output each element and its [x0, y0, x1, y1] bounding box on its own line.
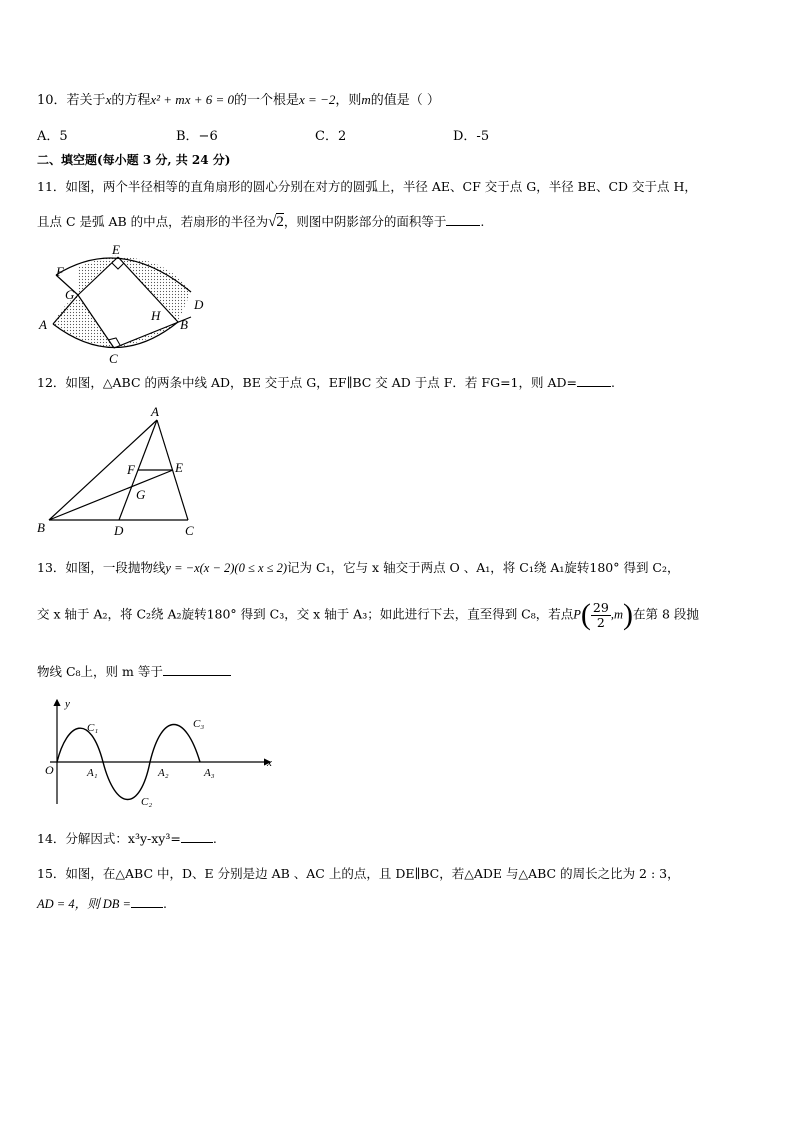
q10-option-b: B．−6	[176, 129, 218, 144]
q14-answer-blank	[181, 830, 213, 843]
q12-answer-blank	[577, 374, 611, 387]
q13-label-a3: A₃	[204, 767, 215, 779]
q11-line2: 且点 C 是弧 AB 的中点，若扇形的半径为√2，则图中阴影部分的面积等于 .	[37, 214, 485, 230]
q13-label-y: y	[65, 698, 70, 710]
q12-label-g: G	[136, 487, 146, 502]
q12-stem: 12．如图，△ABC 的两条中线 AD，BE 交于点 G，EF∥BC 交 AD 于点 F．若 FG=1，则 AD= .	[37, 375, 615, 390]
q15-answer-blank	[131, 895, 163, 908]
q10-option-a: A．5	[37, 129, 68, 144]
q11-figure	[36, 242, 211, 367]
q10-stem: 10．若关于x的方程x² + mx + 6 = 0的一个根是x = −2，则m的值是（ ）	[37, 92, 440, 108]
q12-label-d: D	[114, 523, 124, 538]
q14-stem: 14．分解因式：x³y-xy³= .	[37, 831, 217, 846]
q13-label-c3: C₃	[193, 718, 205, 730]
q12-label-f: F	[127, 462, 135, 477]
q13-label-c2: C₂	[141, 796, 153, 808]
q13-fraction: $\frac{29}{2}$	[592, 599, 609, 630]
q13-figure	[40, 692, 280, 812]
q12-figure	[34, 402, 204, 539]
q12-label-c: C	[185, 523, 194, 538]
q13-label-c1: C₁	[87, 722, 99, 734]
q11-label-g: G	[65, 287, 75, 302]
q11-label-c: C	[109, 351, 118, 366]
q11-label-e: E	[112, 242, 120, 257]
q12-label-a: A	[151, 404, 159, 419]
q10-option-c: C．2	[315, 129, 347, 144]
q13-label-a1: A₁	[87, 767, 98, 779]
q10-option-d: D．-5	[453, 129, 490, 144]
q13-line3: 物线 C₈上，则 m 等于	[37, 662, 231, 680]
q11-label-a: A	[39, 317, 47, 332]
q12-median-be	[49, 470, 173, 520]
q13-line1: 13．如图，一段抛物线y = −x(x − 2)(0 ≤ x ≤ 2)记为 C₁，它与 x 轴交于两点 O 、A₁，将 C₁绕 A₁旋转180° 得到 C₂，	[37, 560, 680, 575]
q11-right-angle-e	[112, 263, 124, 269]
q11-line1: 11．如图，两个半径相等的直角扇形的圆心分别在对方的圆弧上，半径 AE、CF 交于点 G，半径 BE、CD 交于点 H，	[37, 179, 697, 194]
q15-line2: AD = 4，则 DB = .	[37, 896, 167, 911]
q12-label-e: E	[175, 460, 183, 475]
q11-label-h: H	[151, 308, 161, 323]
q12-label-b: B	[37, 520, 45, 535]
section-heading: 二、填空题(每小题 3 分, 共 24 分)	[37, 153, 231, 167]
q13-label-x: x	[267, 757, 272, 769]
q11-answer-blank	[446, 213, 480, 226]
q15-line1: 15．如图，在△ABC 中，D、E 分别是边 AB 、AC 上的点，且 DE∥BC，若△ADE 与△ABC 的周长之比为 2 : 3，	[37, 866, 680, 881]
q13-answer-blank	[163, 663, 231, 676]
q11-label-b: B	[180, 317, 188, 332]
q13-label-o: O	[45, 763, 54, 777]
q13-label-a2: A₂	[158, 767, 169, 779]
q11-label-f: F	[56, 264, 64, 279]
q11-label-d: D	[194, 297, 204, 312]
q13-line2: 交 x 轴于 A₂，将 C₂绕 A₂旋转180° 得到 C₃，交 x 轴于 A₃；如此进行下去，直至得到 C₈，若点P( $\frac{29}{2}$ ,m)在第 8 段抛	[37, 598, 699, 631]
